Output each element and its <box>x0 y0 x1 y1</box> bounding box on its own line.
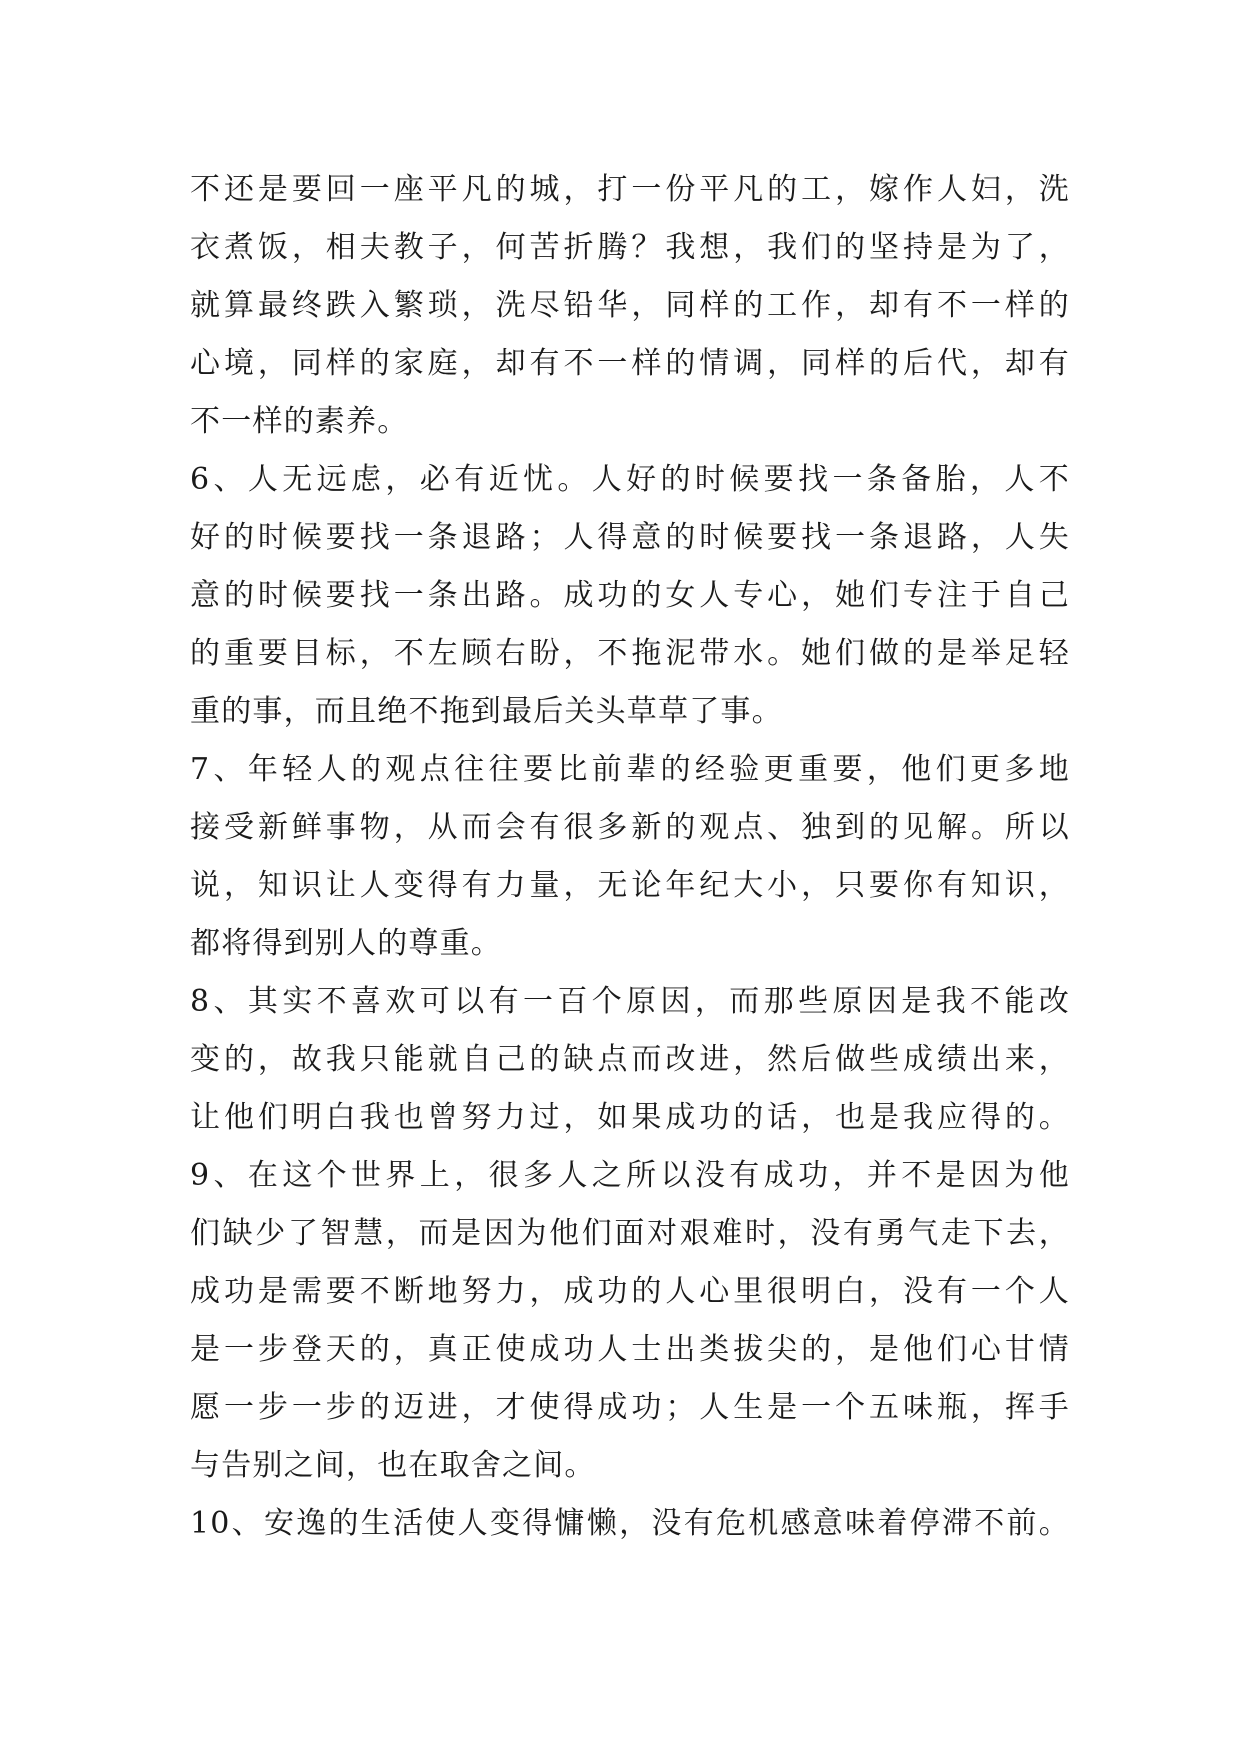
text-line: 10、安逸的生活使人变得慵懒，没有危机感意味着停滞不前。 <box>190 1506 1070 1541</box>
text-line: 愿一步一步的迈进，才使得成功；人生是一个五味瓶，挥手 <box>190 1390 1070 1425</box>
text-line: 不还是要回一座平凡的城，打一份平凡的工，嫁作人妇，洗 <box>190 172 1070 207</box>
text-line: 就算最终跌入繁琐，洗尽铅华，同样的工作，却有不一样的 <box>190 288 1070 323</box>
text-line: 6、人无远虑，必有近忧。人好的时候要找一条备胎，人不 <box>190 462 1070 497</box>
text-line: 7、年轻人的观点往往要比前辈的经验更重要，他们更多地 <box>190 752 1070 787</box>
text-line: 不一样的素养。 <box>190 404 409 439</box>
text-line: 意的时候要找一条出路。成功的女人专心，她们专注于自己 <box>190 578 1070 613</box>
text-line: 8、其实不喜欢可以有一百个原因，而那些原因是我不能改 <box>190 984 1070 1019</box>
text-line: 接受新鲜事物，从而会有很多新的观点、独到的见解。所以 <box>190 810 1070 845</box>
text-line: 的重要目标，不左顾右盼，不拖泥带水。她们做的是举足轻 <box>190 636 1070 671</box>
text-line: 衣煮饭，相夫教子，何苦折腾？我想，我们的坚持是为了， <box>190 230 1070 265</box>
text-line: 重的事，而且绝不拖到最后关头草草了事。 <box>190 694 783 729</box>
text-line: 好的时候要找一条退路；人得意的时候要找一条退路，人失 <box>190 520 1070 555</box>
text-line: 变的，故我只能就自己的缺点而改进，然后做些成绩出来， <box>190 1042 1070 1077</box>
text-line: 心境，同样的家庭，却有不一样的情调，同样的后代，却有 <box>190 346 1070 381</box>
text-line: 与告别之间，也在取舍之间。 <box>190 1448 596 1483</box>
body-text <box>190 161 1070 1553</box>
text-line: 说，知识让人变得有力量，无论年纪大小，只要你有知识， <box>190 868 1070 903</box>
text-line: 都将得到别人的尊重。 <box>190 926 502 961</box>
text-line: 让他们明白我也曾努力过，如果成功的话，也是我应得的。 <box>190 1100 1070 1135</box>
text-line: 9、在这个世界上，很多人之所以没有成功，并不是因为他 <box>190 1158 1070 1193</box>
text-line: 们缺少了智慧，而是因为他们面对艰难时，没有勇气走下去， <box>190 1216 1070 1251</box>
text-line: 是一步登天的，真正使成功人士出类拔尖的，是他们心甘情 <box>190 1332 1070 1367</box>
text-line: 成功是需要不断地努力，成功的人心里很明白，没有一个人 <box>190 1274 1070 1309</box>
